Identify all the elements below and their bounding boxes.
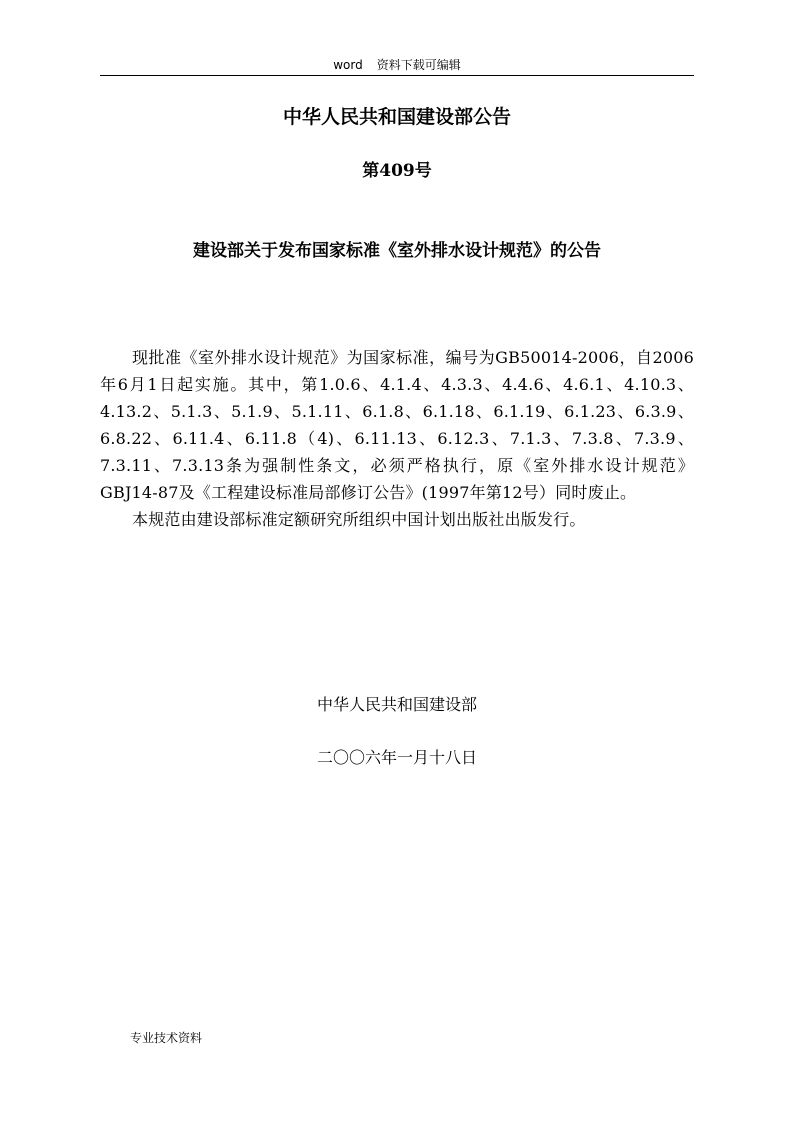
announcement-title: 中华人民共和国建设部公告	[282, 106, 511, 128]
announcement-number: 第409号	[362, 161, 432, 181]
page-footer: 专业技术资料	[130, 1031, 203, 1045]
header-editable-label: 资料下载可编辑	[376, 58, 461, 72]
signature-date: 二〇〇六年一月十八日	[316, 748, 477, 767]
header-word-label: word	[333, 58, 363, 72]
announcement-body	[100, 344, 694, 533]
signature-organization: 中华人民共和国建设部	[316, 695, 477, 714]
announcement-subtitle: 建设部关于发布国家标准《室外排水设计规范》的公告	[193, 241, 601, 261]
header-divider	[100, 75, 694, 76]
body-paragraph-2: 本规范由建设部标准定额研究所组织中国计划出版社出版发行。	[132, 510, 586, 529]
page-header	[100, 58, 694, 72]
body-paragraph-1: 现批准《室外排水设计规范》为国家标准，编号为GB50014-2006，自2006年6月1日起实施。其中，第1.0.6、4.1.4、4.3.3、4.4.6、4.6.1、4.10.3、4.13.2、5.1.3、5.1.9、5.1.11、6.1.8、6.1.18、6.1.19、6.1.23、6.3.9、6.8.22、6.11.4、6.11.8（4)、6.11.13、6.12.3、7.1.3、7.3.8、7.3.9、7.3.11、7.3.13条为强制性条文，必须严格执行，原《室外排水设计规范》GBJ14-87及《工程建设标准局部修订公告》(1997年第12号）同时废止。	[100, 348, 694, 502]
